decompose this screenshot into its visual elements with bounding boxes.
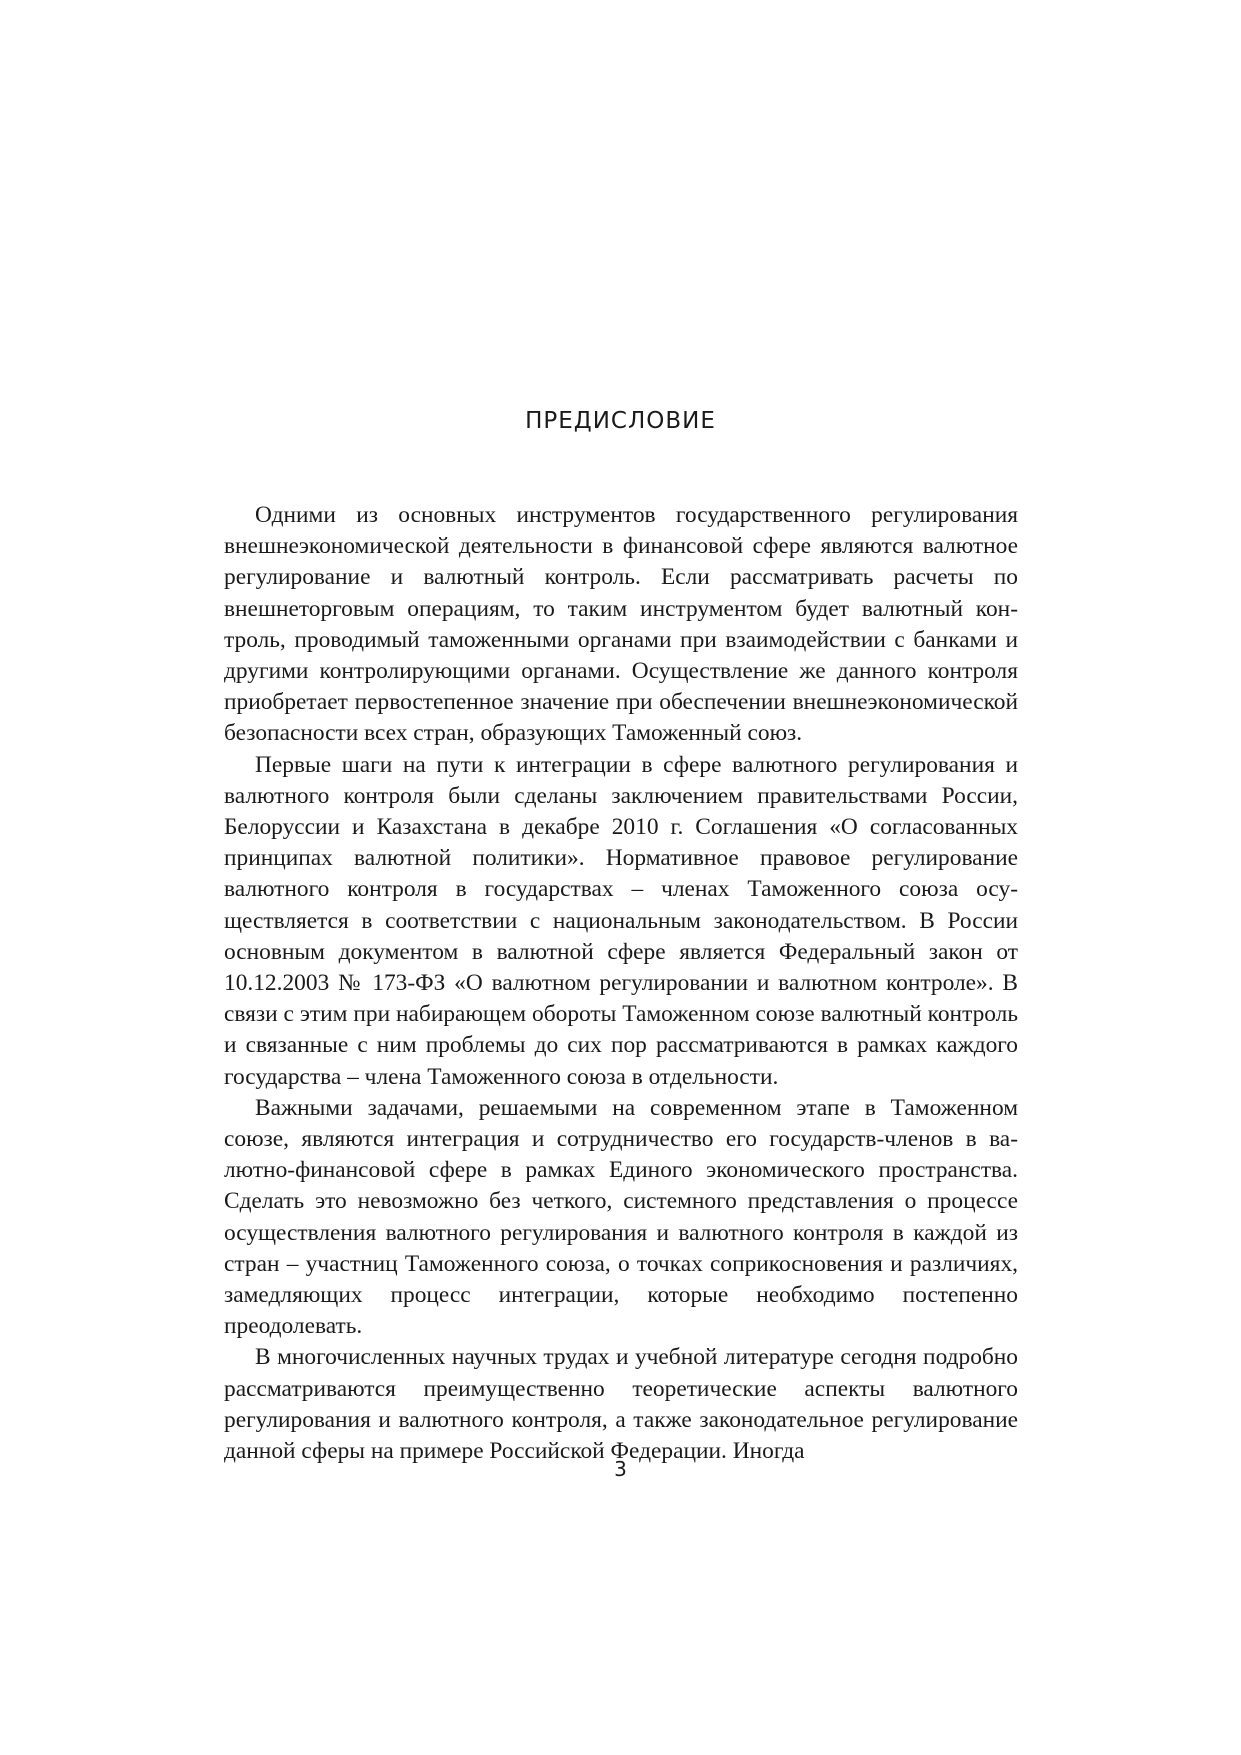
page-number: 3	[614, 1457, 627, 1481]
body-text	[224, 500, 1018, 1467]
paragraph-2: Первые шаги на пути к интеграции в сфере валютного регулирования и валютного контроля были сделаны заключением правительствами России, Белоруссии и Казахстана в декабре 2010 г. Соглашения «О согласованных принципах валютной политики». Нормативное правовое регулирование валютного контроля в государствах – членах Таможенного союза осуществляется в соответствии с национальным законодательством. В России основным документом в валютной сфере является Федеральный закон от 10.12.2003 № 173-ФЗ «О валютном регулировании и валютном контроле». В связи с этим при набирающем обороты Таможенном союзе валютный контроль и связанные с ним проблемы до сих пор рассматриваются в рамках каждого государства – члена Таможенного союза в отдельности.	[224, 751, 1018, 1090]
page-title: ПРЕДИСЛОВИЕ	[525, 408, 716, 434]
paragraph-3: Важными задачами, решаемыми на современном этапе в Таможенном союзе, являются интеграция и сотрудничество его государств-членов в валютно-финансовой сфере в рамках Единого экономического пространства. Сделать это невозможно без четкого, системного представления о процессе осуществления валютного регулирования и валютного контроля в каждой из стран – участниц Таможенного союза, о точках соприкосновения и различиях, замедляющих процесс интеграции, которые необходимо постепенно преодолевать.	[224, 1094, 1018, 1340]
paragraph-1: Одними из основных инструментов государственного регулирования внешнеэкономической деятельности в финансовой сфере являются валютное регулирование и валютный контроль. Если рассматривать расчеты по внешнеторговым операциям, то таким инструментом будет валютный контроль, проводимый таможенными органами при взаимодействии с банками и другими контролирующими органами. Осуществление же данного контроля приобретает первостепенное значение при обеспечении внешнеэкономической безопасности всех стран, образующих Таможенный союз.	[224, 502, 1018, 747]
paragraph-4: В многочисленных научных трудах и учебной литературе сегодня подробно рассматриваются преимущественно теоретические аспекты валютного регулирования и валютного контроля, а также законодательное регулирование данной сферы на примере Российской Федерации. Иногда	[224, 1344, 1018, 1465]
